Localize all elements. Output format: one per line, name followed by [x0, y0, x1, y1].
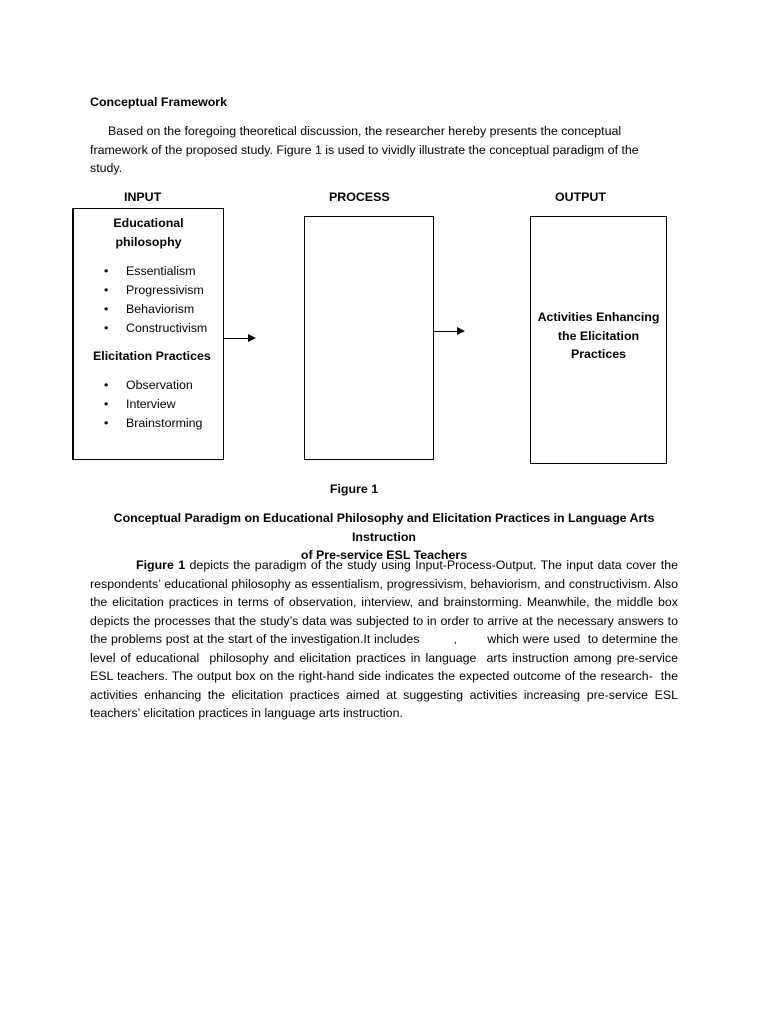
input-box-title-line-2: philosophy: [115, 234, 182, 249]
list-item: [74, 395, 223, 414]
list-item: [74, 414, 223, 433]
list-item: [74, 319, 223, 338]
output-text-line-2: the Elicitation: [557, 328, 640, 343]
bullet-icon: •: [104, 264, 109, 278]
arrow-input-to-process: [224, 338, 254, 339]
intro-paragraph: Based on the foregoing theoretical discussion, the researcher hereby presents the conceptual framework of the proposed study. Figure 1 is used to vividly illustrate the conceptual paradigm of the study.: [90, 124, 639, 175]
input-box-title-line-1: Educational: [113, 216, 184, 230]
output-box: [530, 216, 667, 464]
practice-item: Interview: [126, 396, 176, 411]
philosophy-item: Constructivism: [126, 321, 208, 335]
bullet-icon: •: [104, 321, 109, 335]
process-box: [304, 216, 434, 460]
elicitation-subtitle: Elicitation Practices: [93, 349, 211, 363]
list-item: [74, 281, 223, 300]
process-label: PROCESS: [329, 190, 390, 204]
bullet-icon: •: [104, 377, 109, 392]
practice-list: [74, 376, 223, 433]
bullet-icon: •: [104, 283, 109, 297]
figure-label: Figure 1: [329, 482, 379, 496]
philosophy-list: [74, 262, 223, 338]
practice-item: Observation: [126, 377, 193, 392]
bullet-icon: •: [104, 396, 109, 411]
output-label: OUTPUT: [555, 190, 606, 204]
arrow-process-to-output: [434, 331, 463, 332]
bullet-icon: •: [104, 302, 109, 316]
philosophy-item: Behaviorism: [126, 302, 195, 316]
philosophy-item: Progressivism: [126, 283, 204, 297]
caption-line-1: Conceptual Paradigm on Educational Philosophy and Elicitation Practices in Language Arts Instruction: [113, 511, 655, 544]
output-text-line-1: Activities Enhancing: [537, 310, 660, 324]
input-box: [72, 208, 224, 460]
figure-reference: Figure 1: [136, 558, 186, 572]
body-text: depicts the paradigm of the study using Input-Process-Output. The input data cover the respondents’ educational philosophy as essentialism, progressivism, behaviorism, and constructivism. Also the elicitation practices in terms of observation, interview, and brainstorming. Meanwhile, the middle box depicts the processes that the study’s data was subjected to in order to arrive at the necessary answers to the problems post at the start of the investigation.It includes , which were used to determine the level of educational philosophy and elicitation practices in language arts instruction among pre-service ESL teachers. The output box on the right-hand side indicates the expected outcome of the research- the activities enhancing the elicitation practices aimed at suggesting activities increasing pre-service ESL teachers’ elicitation practices in language arts instruction.: [90, 558, 682, 720]
input-label: INPUT: [124, 190, 162, 204]
output-text-line-3: Practices: [570, 347, 627, 361]
section-heading: Conceptual Framework: [90, 95, 228, 109]
list-item: [74, 376, 223, 395]
output-box-text: [531, 308, 666, 364]
caption-line-2: of Pre-service ESL Teachers: [300, 548, 468, 562]
body-paragraph: [90, 556, 682, 723]
bullet-icon: •: [104, 415, 109, 430]
philosophy-item: Essentialism: [126, 264, 196, 278]
list-item: [74, 262, 223, 281]
practice-item: Brainstorming: [126, 415, 203, 430]
list-item: [74, 300, 223, 319]
